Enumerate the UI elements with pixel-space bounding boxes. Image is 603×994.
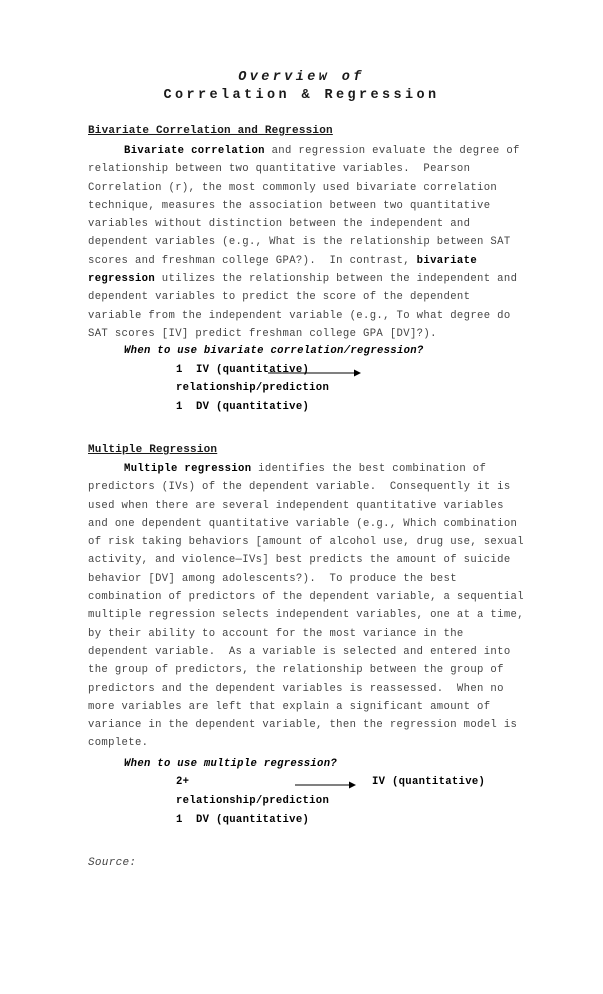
- line-text: technique, measures the association between two quantitative: [88, 199, 491, 212]
- question-bivariate: When to use bivariate correlation/regression?: [124, 345, 424, 357]
- paragraph-line: [88, 716, 528, 734]
- line-text: utilizes the relationship between the independent and: [155, 273, 518, 286]
- paragraph-line: [88, 460, 528, 478]
- line-text: relationship between two quantitative variables. Pearson: [88, 163, 471, 176]
- line-text: and regression evaluate the degree of: [264, 145, 520, 157]
- line-text: combination of predictors of the dependent variable, a sequential: [88, 591, 524, 604]
- scheme-iv-label: 1 IV (quantitative): [176, 364, 310, 376]
- line-text: dependent variables (e.g., What is the relationship between SAT: [88, 236, 511, 249]
- paragraph-line: [88, 270, 528, 288]
- line-text: Correlation (r), the most commonly used bivariate correlation: [88, 181, 498, 194]
- bold-term: Multiple regression: [124, 463, 252, 475]
- line-text: of risk taking behaviors [amount of alcohol use, drug use, sexual: [88, 536, 524, 549]
- scheme-dv-label: 1 DV (quantitative): [176, 401, 310, 413]
- line-text: used when there are several independent quantitative variables: [88, 499, 504, 512]
- paragraph-line: [88, 197, 528, 215]
- question-multiple-regression: When to use multiple regression?: [124, 758, 338, 770]
- scheme-dv-label: 1 DV (quantitative): [176, 814, 310, 826]
- line-text: multiple regression selects independent variables, one at a time,: [88, 609, 524, 622]
- line-text: variables without distinction between the independent and: [88, 218, 471, 231]
- bold-term: bivariate: [416, 254, 478, 267]
- line-text: complete.: [88, 737, 149, 750]
- paragraph-line: [88, 698, 528, 716]
- paragraph-line: [88, 478, 528, 496]
- paragraph-line: [88, 734, 528, 752]
- line-text: dependent variables to predict the score of the dependent: [88, 291, 471, 304]
- line-text: by their ability to account for the most variance in the: [88, 627, 464, 640]
- scheme-iv-label: IV (quantitative): [372, 776, 486, 788]
- line-text: SAT scores [IV] predict freshman college GPA [DV]?).: [88, 327, 437, 340]
- line-text: and one dependent quantitative variable (e.g., Which combination: [88, 517, 518, 530]
- line-text: more variables are left that explain a significant amount of: [88, 700, 491, 713]
- paragraph-line: [88, 661, 528, 679]
- section-heading-multiple-regression: Multiple Regression: [88, 444, 218, 456]
- document-title-line-1: Overview of: [238, 70, 365, 85]
- paragraph-line: [88, 643, 528, 661]
- paragraph-line: [88, 325, 528, 343]
- paragraph-line: [88, 307, 528, 325]
- paragraph-line: [88, 160, 528, 178]
- paragraph-line: [88, 233, 528, 251]
- source-label: Source:: [88, 857, 137, 869]
- paragraph-line: [88, 588, 528, 606]
- section-heading-bivariate: Bivariate Correlation and Regression: [88, 125, 333, 137]
- scheme-relationship-label: relationship/prediction: [176, 382, 330, 394]
- paragraph-multiple-regression: [88, 460, 528, 753]
- paragraph-line: [88, 533, 528, 551]
- paragraph-bivariate: [88, 142, 528, 343]
- paragraph-line: [88, 252, 528, 270]
- paragraph-line: [88, 625, 528, 643]
- line-text: identifies the best combination of: [251, 463, 487, 475]
- arrow-icon: [268, 368, 362, 378]
- line-text: activity, and violence—IVs] best predicts the amount of suicide: [88, 554, 511, 567]
- bold-term: regression: [88, 273, 156, 286]
- document-title-line-2: Correlation & Regression: [163, 88, 440, 103]
- scheme-iv-count-label: 2+: [176, 776, 190, 788]
- line-text: variable from the independent variable (e.g., To what degree do: [88, 309, 511, 322]
- line-text: behavior [DV] among adolescents?). To produce the best: [88, 572, 457, 585]
- paragraph-line: [88, 497, 528, 515]
- paragraph-line: [88, 288, 528, 306]
- paragraph-line: [88, 179, 528, 197]
- arrow-icon: [295, 780, 357, 790]
- line-text: dependent variable. As a variable is selected and entered into: [88, 645, 511, 658]
- scheme-relationship-label: relationship/prediction: [176, 795, 330, 807]
- paragraph-line: [88, 142, 528, 160]
- line-text: the group of predictors, the relationship between the group of: [88, 664, 504, 677]
- line-text: variance in the dependent variable, then the regression model is: [88, 719, 518, 732]
- paragraph-line: [88, 515, 528, 533]
- paragraph-line: [88, 680, 528, 698]
- paragraph-line: [88, 570, 528, 588]
- line-text: predictors and the dependent variables is reassessed. When no: [88, 682, 504, 695]
- line-text: predictors (IVs) of the dependent variable. Consequently it is: [88, 481, 511, 494]
- paragraph-line: [88, 215, 528, 233]
- paragraph-line: [88, 606, 528, 624]
- line-text: scores and freshman college GPA?). In contrast,: [88, 254, 417, 267]
- paragraph-line: [88, 551, 528, 569]
- bold-term: Bivariate correlation: [124, 145, 265, 157]
